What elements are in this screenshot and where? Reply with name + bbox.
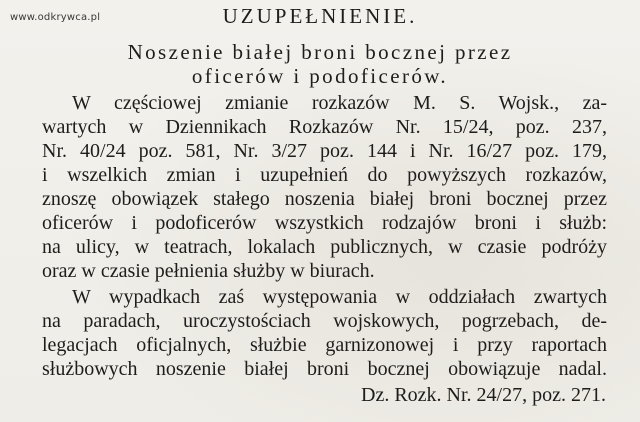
document-title: UZUPEŁNIENIE. — [222, 4, 418, 28]
paragraph-1-line-2: wartych w Dziennikach Rozkazów Nr. 15/24, poz. 237, — [42, 116, 607, 138]
paragraph-2-line-2: na paradach, uroczystościach wojskowych, pogrzebach, de- — [42, 310, 607, 332]
paragraph-1-line-1: W częściowej zmianie rozkazów M. S. Wojsk., za- — [72, 92, 607, 114]
paragraph-1-line-6: oficerów i podoficerów wszystkich rodzajów broni i służb: — [42, 212, 607, 234]
paragraph-1-line-3: Nr. 40/24 poz. 581, Nr. 3/27 poz. 144 i Nr. 16/27 poz. 179, — [42, 140, 607, 162]
paragraph-1-line-4: i wszelkich zmian i uzupełnień do powyższych rozkazów, — [42, 164, 607, 186]
source-reference: Dz. Rozk. Nr. 24/27, poz. 271. — [361, 384, 606, 406]
watermark-text: www.odkrywca.pl — [10, 12, 101, 23]
paragraph-2-line-3: legacjach oficjalnych, służbie garnizonowej i przy raportach — [42, 334, 607, 356]
paragraph-2-line-4: służbowych noszenie białej broni bocznej obowiązuje nadal. — [42, 358, 607, 380]
paragraph-1-line-5: znoszę obowiązek stałego noszenia białej broni bocznej przez — [42, 188, 607, 210]
subtitle-line-2: oficerów i podoficerów. — [191, 64, 449, 88]
paragraph-2-line-1: W wypadkach zaś występowania w oddziałach zwartych — [72, 286, 607, 308]
subtitle-line-1: Noszenie białej broni bocznej przez — [127, 40, 513, 64]
paragraph-1-line-8: oraz w czasie pełnienia służby w biurach. — [42, 260, 375, 282]
paragraph-1-line-7: na ulicy, w teatrach, lokalach publicznych, w czasie podróży — [42, 236, 607, 258]
